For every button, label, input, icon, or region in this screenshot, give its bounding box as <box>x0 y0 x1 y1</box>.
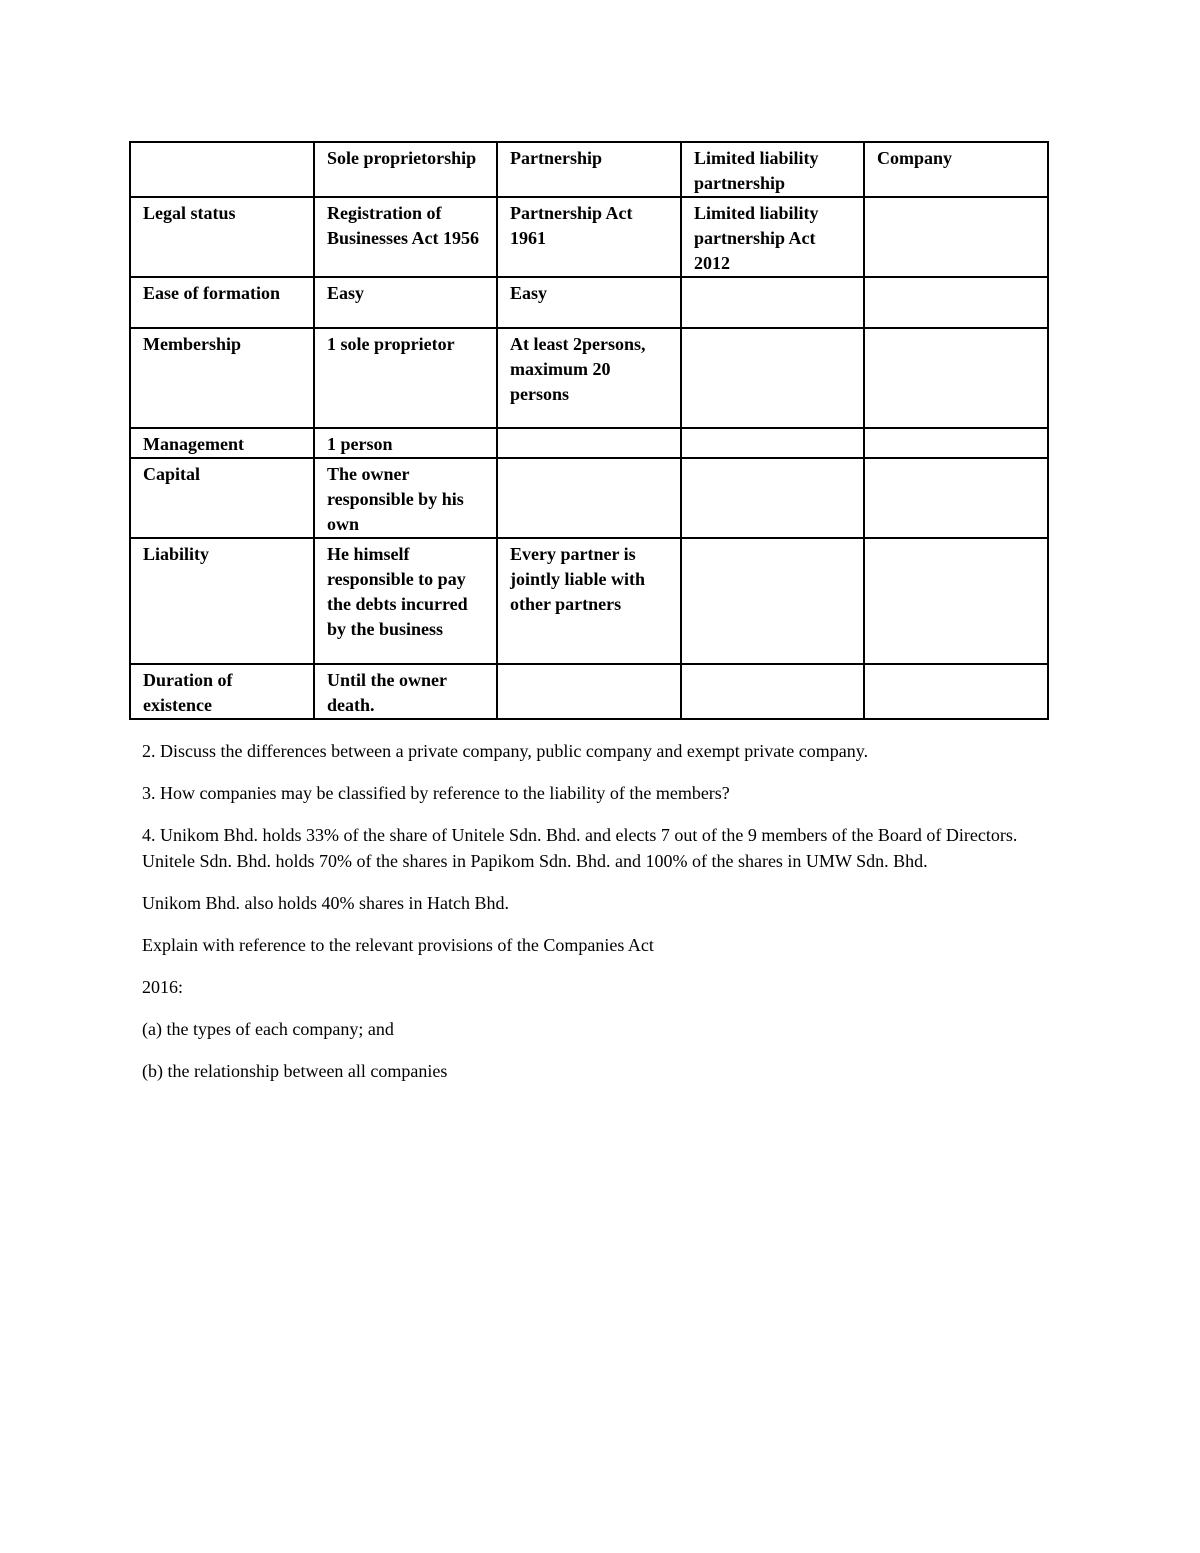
row-label: Legal status <box>130 197 314 277</box>
question-3: 3. How companies may be classified by reference to the liability of the members? <box>142 783 730 803</box>
table-cell <box>497 664 681 719</box>
row-label: Membership <box>130 328 314 428</box>
table-header-cell: Partnership <box>497 142 681 197</box>
table-cell <box>864 277 1048 328</box>
table-cell <box>497 428 681 458</box>
table-row <box>130 428 1048 458</box>
question-4-year: 2016: <box>142 977 184 997</box>
table-cell <box>497 458 681 538</box>
table-row <box>130 277 1048 328</box>
table-cell <box>864 458 1048 538</box>
question-4-part-a: (a) the types of each company; and <box>142 1019 394 1039</box>
question-4-part-b: (b) the relationship between all companies <box>142 1061 448 1081</box>
table-cell: Easy <box>314 277 497 328</box>
business-comparison-table <box>129 141 1049 720</box>
table-cell <box>681 538 864 664</box>
row-label: Ease of formation <box>130 277 314 328</box>
table-cell <box>681 428 864 458</box>
table-cell <box>681 328 864 428</box>
table-row <box>130 328 1048 428</box>
table-cell: 1 sole proprietor <box>314 328 497 428</box>
table-cell: At least 2persons, maximum 20 persons <box>497 328 681 428</box>
table-row <box>130 458 1048 538</box>
question-4-continuation: Unikom Bhd. also holds 40% shares in Hatch Bhd. <box>142 893 509 913</box>
table-cell: Every partner is jointly liable with other partners <box>497 538 681 664</box>
table-cell: He himself responsible to pay the debts incurred by the business <box>314 538 497 664</box>
question-4: 4. Unikom Bhd. holds 33% of the share of Unitele Sdn. Bhd. and elects 7 out of the 9 members of the Board of Directors. Unitele Sdn. Bhd. holds 70% of the shares in Papikom Sdn. Bhd. and 100% of the shares in UMW Sdn. Bhd. <box>142 825 1018 871</box>
table-cell: The owner responsible by his own <box>314 458 497 538</box>
table-cell <box>864 428 1048 458</box>
table-row <box>130 538 1048 664</box>
question-2: 2. Discuss the differences between a private company, public company and exempt private company. <box>142 741 869 761</box>
table-cell: Partnership Act 1961 <box>497 197 681 277</box>
question-4-instruction: Explain with reference to the relevant provisions of the Companies Act <box>142 935 654 955</box>
table-cell <box>864 664 1048 719</box>
table-cell: Limited liability partnership Act 2012 <box>681 197 864 277</box>
questions-section <box>142 738 1042 1100</box>
table-cell <box>864 197 1048 277</box>
table-cell <box>681 664 864 719</box>
table-row <box>130 197 1048 277</box>
row-label: Liability <box>130 538 314 664</box>
table-cell <box>681 458 864 538</box>
row-label: Duration of existence <box>130 664 314 719</box>
table-cell: Registration of Businesses Act 1956 <box>314 197 497 277</box>
table-header-cell: Limited liability partnership <box>681 142 864 197</box>
table-cell: 1 person <box>314 428 497 458</box>
table-cell <box>681 277 864 328</box>
table-header-cell: Company <box>864 142 1048 197</box>
row-label: Capital <box>130 458 314 538</box>
table-header-cell: Sole proprietorship <box>314 142 497 197</box>
table-cell <box>864 328 1048 428</box>
table-header-row <box>130 142 1048 197</box>
table-cell: Until the owner death. <box>314 664 497 719</box>
table-cell <box>864 538 1048 664</box>
table-row <box>130 664 1048 719</box>
row-label: Management <box>130 428 314 458</box>
table-header-cell <box>130 142 314 197</box>
table-cell: Easy <box>497 277 681 328</box>
